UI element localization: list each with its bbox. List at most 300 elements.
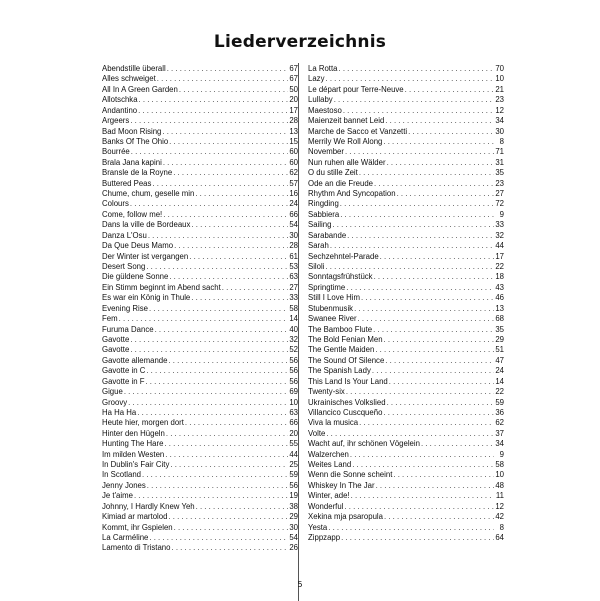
index-column-right: [308, 64, 504, 543]
song-page-number: 14: [495, 376, 504, 386]
song-page-number: 54: [289, 532, 298, 542]
dot-leader: [147, 481, 288, 491]
song-page-number: 8: [499, 136, 504, 146]
index-entry: [308, 199, 504, 209]
index-entry: [102, 366, 298, 376]
song-title: Swanee River: [308, 314, 357, 324]
dot-leader: [170, 460, 288, 470]
song-page-number: 57: [289, 178, 298, 188]
index-entry: [102, 460, 298, 470]
song-title: Viva la musica: [308, 418, 359, 428]
index-entry: [308, 127, 504, 137]
song-page-number: 35: [495, 324, 504, 334]
song-title: Kommt, ihr Gspielen: [102, 522, 173, 532]
song-page-number: 33: [289, 293, 298, 303]
dot-leader: [146, 262, 288, 272]
song-page-number: 8: [499, 522, 504, 532]
song-page-number: 29: [289, 512, 298, 522]
index-entry: [308, 314, 504, 324]
dot-leader: [344, 502, 494, 512]
dot-leader: [373, 325, 494, 335]
song-page-number: 30: [495, 126, 504, 136]
dot-leader: [405, 85, 494, 95]
song-title: Alles schweiget: [102, 74, 156, 84]
page-title: Liederverzeichnis: [213, 32, 387, 52]
dot-leader: [169, 137, 288, 147]
index-entry: [308, 418, 504, 428]
song-title: Brala Jana kapini: [102, 157, 162, 167]
song-page-number: 59: [289, 470, 298, 480]
index-entry: [308, 377, 504, 387]
index-entry: [102, 116, 298, 126]
dot-leader: [191, 220, 288, 230]
index-entry: [102, 491, 298, 501]
song-page-number: 12: [495, 105, 504, 115]
dot-leader: [137, 408, 288, 418]
index-entry: [102, 95, 298, 105]
dot-leader: [157, 74, 288, 84]
song-page-number: 58: [289, 303, 298, 313]
song-title: Whiskey In The Jar: [308, 480, 375, 490]
index-entry: [308, 283, 504, 293]
index-entry: [102, 64, 298, 74]
index-entry: [308, 533, 504, 543]
index-entry: [102, 262, 298, 272]
dot-leader: [145, 377, 288, 387]
song-page-number: 27: [495, 189, 504, 199]
song-page-number: 56: [289, 366, 298, 376]
song-title: Kimiad ar martolod: [102, 512, 168, 522]
song-title: Die güldene Sonne: [102, 272, 169, 282]
dot-leader: [163, 158, 288, 168]
index-entry: [308, 262, 504, 272]
dot-leader: [376, 481, 494, 491]
song-title: In Scotland: [102, 470, 142, 480]
song-page-number: 12: [495, 501, 504, 511]
song-title: Evening Rise: [102, 303, 148, 313]
song-page-number: 52: [289, 345, 298, 355]
index-entry: [102, 523, 298, 533]
index-entry: [102, 533, 298, 543]
dot-leader: [134, 491, 288, 501]
song-page-number: 14: [289, 314, 298, 324]
dot-leader: [375, 345, 494, 355]
dot-leader: [162, 127, 288, 137]
index-entry: [102, 179, 298, 189]
dot-leader: [397, 189, 494, 199]
dot-leader: [179, 85, 288, 95]
song-title: Yesta: [308, 522, 328, 532]
dot-leader: [385, 356, 494, 366]
song-page-number: 19: [289, 491, 298, 501]
dot-leader: [389, 377, 494, 387]
index-entry: [102, 314, 298, 324]
song-title: O du stille Zeit: [308, 168, 358, 178]
song-title: Gavotte in C: [102, 366, 146, 376]
dot-leader: [130, 345, 288, 355]
index-entry: [102, 127, 298, 137]
index-entry: [102, 168, 298, 178]
index-entry: [102, 335, 298, 345]
dot-leader: [164, 439, 288, 449]
song-title: Le départ pour Terre-Neuve: [308, 84, 404, 94]
index-entry: [308, 408, 504, 418]
song-page-number: 37: [495, 428, 504, 438]
song-title: Ein Stimm beginnt im Abend sacht: [102, 282, 221, 292]
song-page-number: 66: [289, 418, 298, 428]
dot-leader: [146, 366, 288, 376]
dot-leader: [130, 335, 288, 345]
index-entry: [102, 106, 298, 116]
dot-leader: [165, 450, 288, 460]
song-page-number: 67: [289, 64, 298, 73]
song-page-number: 24: [495, 366, 504, 376]
index-entry: [102, 325, 298, 335]
song-page-number: 28: [289, 116, 298, 126]
song-page-number: 35: [495, 168, 504, 178]
song-title: Es war ein König in Thule: [102, 293, 191, 303]
song-title: Da Que Deus Mamo: [102, 241, 174, 251]
song-title: Sechzehntel-Parade: [308, 251, 379, 261]
song-title: Andantino: [102, 105, 138, 115]
dot-leader: [128, 398, 288, 408]
dot-leader: [174, 523, 288, 533]
dot-leader: [169, 272, 288, 282]
dot-leader: [171, 543, 288, 553]
dot-leader: [421, 439, 494, 449]
index-entry: [102, 74, 298, 84]
dot-leader: [380, 252, 494, 262]
song-title: Groovy: [102, 397, 128, 407]
dot-leader: [152, 179, 288, 189]
song-page-number: 68: [495, 314, 504, 324]
index-entry: [308, 470, 504, 480]
index-entry: [308, 502, 504, 512]
index-entry: [308, 366, 504, 376]
dot-leader: [189, 252, 288, 262]
dot-leader: [387, 158, 494, 168]
dot-leader: [408, 127, 494, 137]
song-page-number: 38: [289, 501, 298, 511]
index-entry: [102, 283, 298, 293]
song-title: Sarah: [308, 241, 329, 251]
index-entry: [308, 179, 504, 189]
dot-leader: [354, 304, 494, 314]
song-title: The Bamboo Flute: [308, 324, 373, 334]
song-title: Johnny, I Hardly Knew Yeh: [102, 501, 195, 511]
dot-leader: [173, 168, 288, 178]
index-entry: [308, 293, 504, 303]
song-page-number: 44: [289, 449, 298, 459]
song-title: Bransle de la Royne: [102, 168, 173, 178]
song-title: Bad Moon Rising: [102, 126, 162, 136]
song-title: Springtime: [308, 282, 346, 292]
song-page-number: 48: [495, 480, 504, 490]
page-number: 5: [297, 580, 303, 589]
song-page-number: 59: [495, 397, 504, 407]
index-entry: [102, 304, 298, 314]
index-entry: [102, 418, 298, 428]
index-entry: [102, 210, 298, 220]
index-entry: [308, 491, 504, 501]
index-entry: [308, 241, 504, 251]
column-divider: [298, 63, 299, 601]
dot-leader: [347, 231, 494, 241]
dot-leader: [119, 314, 288, 324]
song-title: Ringding: [308, 199, 339, 209]
song-page-number: 46: [495, 293, 504, 303]
song-page-number: 10: [289, 397, 298, 407]
song-title: Sonntagsfrühstück: [308, 272, 373, 282]
song-title: Desert Song: [102, 262, 146, 272]
dot-leader: [387, 398, 494, 408]
dot-leader: [374, 179, 494, 189]
index-entry: [102, 387, 298, 397]
song-title: The Bold Fenian Men: [308, 334, 383, 344]
index-entry: [102, 158, 298, 168]
song-page-number: 25: [289, 460, 298, 470]
index-entry: [308, 158, 504, 168]
index-entry: [308, 85, 504, 95]
song-title: November: [308, 147, 344, 157]
dot-leader: [393, 470, 494, 480]
index-entry: [102, 220, 298, 230]
dot-leader: [374, 272, 494, 282]
index-column-left: [102, 64, 298, 554]
index-entry: [102, 439, 298, 449]
song-title: Der Winter ist vergangen: [102, 251, 189, 261]
song-page-number: 47: [495, 355, 504, 365]
song-title: Argeers: [102, 116, 130, 126]
index-entry: [102, 429, 298, 439]
song-page-number: 29: [495, 334, 504, 344]
index-entry: [308, 74, 504, 84]
song-title: Heute hier, morgen dort: [102, 418, 184, 428]
song-page-number: 53: [289, 262, 298, 272]
song-page-number: 32: [495, 230, 504, 240]
dot-leader: [359, 168, 494, 178]
song-page-number: 30: [289, 230, 298, 240]
dot-leader: [325, 74, 494, 84]
song-title: Wenn die Sonne scheint: [308, 470, 393, 480]
song-page-number: 13: [495, 303, 504, 313]
dot-leader: [166, 429, 288, 439]
index-entry: [308, 137, 504, 147]
song-title: Villancico Cuscqueño: [308, 407, 383, 417]
index-entry: [308, 95, 504, 105]
song-page-number: 42: [495, 512, 504, 522]
song-title: Twenty-six: [308, 387, 345, 397]
dot-leader: [341, 533, 494, 543]
song-page-number: 21: [495, 84, 504, 94]
song-page-number: 17: [289, 105, 298, 115]
song-page-number: 71: [495, 147, 504, 157]
dot-leader: [174, 241, 288, 251]
dot-leader: [168, 356, 288, 366]
song-title: Winter, ade!: [308, 491, 350, 501]
index-entry: [308, 450, 504, 460]
song-page-number: 44: [495, 241, 504, 251]
index-entry: [308, 116, 504, 126]
song-page-number: 9: [499, 209, 504, 219]
song-page-number: 56: [289, 355, 298, 365]
dot-leader: [345, 147, 494, 157]
dot-leader: [142, 470, 288, 480]
song-page-number: 23: [495, 95, 504, 105]
index-entry: [308, 398, 504, 408]
song-title: Allotschka: [102, 95, 138, 105]
song-title: Nun ruhen alle Wälder: [308, 157, 386, 167]
song-page-number: 50: [289, 84, 298, 94]
song-title: Furuma Dance: [102, 324, 154, 334]
song-title: Gavotte: [102, 345, 130, 355]
song-title: Jenny Jones: [102, 480, 146, 490]
dot-leader: [343, 106, 494, 116]
dot-leader: [346, 387, 494, 397]
dot-leader: [138, 106, 288, 116]
index-entry: [308, 147, 504, 157]
index-entry: [102, 377, 298, 387]
song-page-number: 34: [495, 439, 504, 449]
index-entry: [308, 512, 504, 522]
song-page-number: 9: [499, 449, 504, 459]
song-page-number: 58: [495, 460, 504, 470]
index-entry: [308, 387, 504, 397]
index-entry: [102, 345, 298, 355]
index-entry: [102, 512, 298, 522]
song-page-number: 10: [495, 74, 504, 84]
dot-leader: [385, 116, 494, 126]
dot-leader: [330, 241, 494, 251]
dot-leader: [332, 220, 494, 230]
song-title: Stubenmusik: [308, 303, 354, 313]
song-title: All In A Green Garden: [102, 84, 178, 94]
song-page-number: 54: [289, 220, 298, 230]
song-title: La Rotta: [308, 64, 338, 73]
song-page-number: 55: [289, 439, 298, 449]
index-entry: [308, 231, 504, 241]
song-title: Danza L'Osu: [102, 230, 147, 240]
song-page-number: 32: [289, 334, 298, 344]
song-page-number: 10: [495, 470, 504, 480]
song-title: Gavotte allemande: [102, 355, 168, 365]
song-title: Im milden Westen: [102, 449, 165, 459]
song-page-number: 70: [495, 64, 504, 73]
song-title: Xekina mja psaropula: [308, 512, 383, 522]
dot-leader: [325, 262, 494, 272]
dot-leader: [185, 418, 288, 428]
song-title: Still I Love Him: [308, 293, 360, 303]
song-page-number: 22: [495, 387, 504, 397]
song-title: Walzerchen: [308, 449, 349, 459]
song-page-number: 22: [495, 262, 504, 272]
song-title: Maestoso: [308, 105, 342, 115]
dot-leader: [195, 189, 288, 199]
index-entry: [102, 502, 298, 512]
song-title: Buttered Peas: [102, 178, 152, 188]
index-entry: [102, 272, 298, 282]
song-page-number: 30: [289, 522, 298, 532]
song-page-number: 17: [495, 251, 504, 261]
song-title: Volte: [308, 428, 326, 438]
index-entry: [102, 543, 298, 553]
song-page-number: 27: [289, 282, 298, 292]
song-page-number: 23: [495, 178, 504, 188]
song-page-number: 63: [289, 272, 298, 282]
index-entry: [102, 231, 298, 241]
song-title: Weites Land: [308, 460, 352, 470]
index-entry: [308, 325, 504, 335]
index-entry: [308, 439, 504, 449]
dot-leader: [351, 491, 494, 501]
index-entry: [308, 64, 504, 74]
song-page-number: 56: [289, 480, 298, 490]
song-title: Bourrée: [102, 147, 130, 157]
dot-leader: [148, 231, 288, 241]
song-page-number: 34: [495, 116, 504, 126]
song-title: Ha Ha Ha: [102, 407, 137, 417]
song-page-number: 15: [289, 136, 298, 146]
song-page-number: 40: [289, 324, 298, 334]
index-entry: [102, 199, 298, 209]
dot-leader: [372, 366, 494, 376]
song-page-number: 26: [289, 543, 298, 553]
song-page-number: 20: [289, 95, 298, 105]
dot-leader: [131, 147, 288, 157]
song-title: In Dublin's Fair City: [102, 460, 170, 470]
index-entry: [102, 147, 298, 157]
song-title: Lamento di Tristano: [102, 543, 171, 553]
dot-leader: [340, 210, 494, 220]
dot-leader: [328, 523, 494, 533]
song-page-number: 67: [289, 74, 298, 84]
dot-leader: [358, 314, 494, 324]
dot-leader: [163, 210, 288, 220]
song-page-number: 60: [289, 157, 298, 167]
song-page-number: 16: [289, 189, 298, 199]
index-entry: [102, 481, 298, 491]
song-title: Lazy: [308, 74, 325, 84]
index-entry: [308, 429, 504, 439]
index-entry: [102, 137, 298, 147]
song-title: Ode an die Freude: [308, 178, 374, 188]
dot-leader: [334, 95, 494, 105]
song-page-number: 61: [289, 251, 298, 261]
dot-leader: [149, 304, 288, 314]
index-entry: [102, 408, 298, 418]
dot-leader: [384, 512, 494, 522]
index-entry: [308, 481, 504, 491]
song-title: Gavotte in F: [102, 376, 145, 386]
dot-leader: [130, 116, 288, 126]
song-title: Maienzeit bannet Leid: [308, 116, 385, 126]
index-entry: [102, 356, 298, 366]
song-page-number: 36: [495, 407, 504, 417]
song-page-number: 18: [495, 272, 504, 282]
index-entry: [102, 189, 298, 199]
song-title: Hinter den Hügeln: [102, 428, 165, 438]
dot-leader: [196, 502, 288, 512]
song-title: The Gentle Maiden: [308, 345, 375, 355]
dot-leader: [124, 387, 288, 397]
dot-leader: [338, 64, 494, 74]
song-page-number: 66: [289, 209, 298, 219]
index-entry: [308, 220, 504, 230]
index-entry: [308, 272, 504, 282]
song-title: Abendstille überall: [102, 64, 166, 73]
index-entry: [308, 168, 504, 178]
song-title: Lullaby: [308, 95, 333, 105]
